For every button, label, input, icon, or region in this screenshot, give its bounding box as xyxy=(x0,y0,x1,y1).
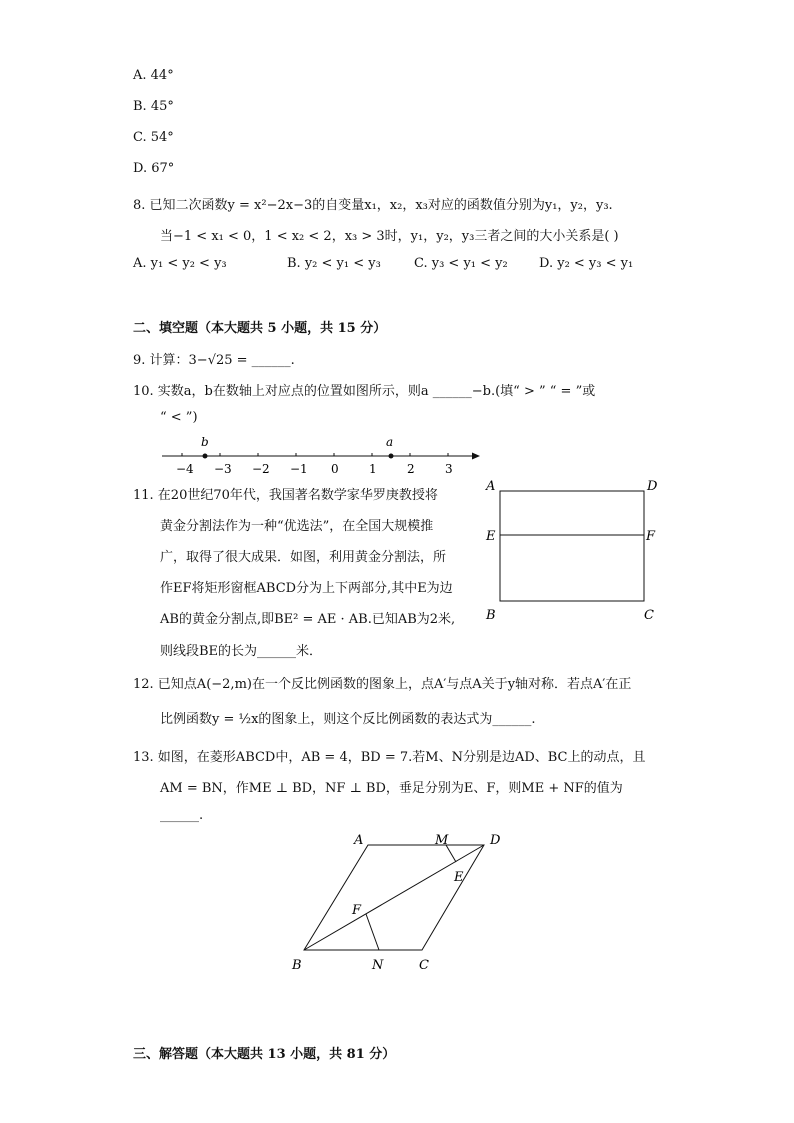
rectangle-abcd xyxy=(500,491,644,601)
label-d: D xyxy=(647,479,658,494)
q7-option-a: A. 44° xyxy=(133,68,174,83)
tick-label: −2 xyxy=(252,462,270,476)
label-a: A xyxy=(354,833,364,848)
tick-label: −4 xyxy=(176,462,194,476)
label-a: A xyxy=(486,479,496,494)
label-e: E xyxy=(486,529,496,544)
q7-option-b: B. 45° xyxy=(133,99,174,114)
number-line-figure xyxy=(150,430,490,480)
q12-stem-line1: 12. 已知点A(−2,m)在一个反比例函数的图象上，点A′与点A关于y轴对称．若点A′在正 xyxy=(133,677,632,692)
point-b-dot xyxy=(203,454,208,459)
point-b-label: b xyxy=(201,435,209,449)
q8-option-c: C. y₃ < y₁ < y₂ xyxy=(414,256,508,271)
q12-stem-line2: 比例函数y = ½x的图象上，则这个反比例函数的表达式为______. xyxy=(160,712,536,727)
label-b: B xyxy=(486,608,496,623)
q7-option-c: C. 54° xyxy=(133,130,174,145)
rhombus-figure xyxy=(280,826,520,976)
tick-label: 2 xyxy=(407,462,415,476)
label-n: N xyxy=(372,958,384,973)
q13-stem-line3: ______. xyxy=(160,808,204,823)
q8-option-a: A. y₁ < y₂ < y₃ xyxy=(133,256,227,271)
tick-label: 1 xyxy=(369,462,377,476)
q11-stem-line1: 11. 在20世纪70年代，我国著名数学家华罗庚教授将 xyxy=(133,488,438,503)
q10-stem-line1: 10. 实数a，b在数轴上对应点的位置如图所示，则a ______−b.(填“ > ” “ = ”或 xyxy=(133,384,596,399)
section2-title: 二、填空题（本大题共 5 小题，共 15 分） xyxy=(133,321,387,336)
q11-stem-line4: 作EF将矩形窗框ABCD分为上下两部分,其中E为边 xyxy=(160,581,453,596)
label-b: B xyxy=(292,958,302,973)
q7-option-d: D. 67° xyxy=(133,161,175,176)
q8-option-b: B. y₂ < y₁ < y₃ xyxy=(287,256,381,271)
diagonal-bd xyxy=(304,845,484,950)
label-c: C xyxy=(419,958,429,973)
label-d: D xyxy=(490,833,501,848)
q11-stem-line6: 则线段BE的长为______米． xyxy=(160,644,323,659)
q11-stem-line3: 广，取得了很大成果．如图，利用黄金分割法，所 xyxy=(160,550,447,565)
tick-label: −3 xyxy=(214,462,232,476)
number-line-arrow xyxy=(472,453,480,460)
segment-nf xyxy=(366,914,379,950)
q9-stem: 9. 计算：3−√25 = ______. xyxy=(133,353,295,368)
section3-title: 三、解答题（本大题共 13 小题，共 81 分） xyxy=(133,1047,396,1062)
label-m: M xyxy=(435,833,449,848)
q8-option-d: D. y₂ < y₃ < y₁ xyxy=(539,256,634,271)
q10-stem-line2: “ < ”) xyxy=(160,410,198,425)
label-f: F xyxy=(352,903,362,918)
q11-stem-line5: AB的黄金分割点,即BE² = AE · AB.已知AB为2米, xyxy=(160,612,456,627)
tick-label: 0 xyxy=(331,462,339,476)
label-c: C xyxy=(644,608,654,623)
q11-stem-line2: 黄金分割法作为一种“优选法”，在全国大规模推 xyxy=(160,519,434,534)
tick-label: −1 xyxy=(290,462,308,476)
point-a-dot xyxy=(389,454,394,459)
q8-stem-line2: 当−1 < x₁ < 0，1 < x₂ < 2，x₃ > 3时，y₁，y₂，y₃三者之间的大小关系是( ) xyxy=(160,229,619,244)
q8-stem-line1: 8. 已知二次函数y = x²−2x−3的自变量x₁，x₂，x₃对应的函数值分别为y₁，y₂，y₃. xyxy=(133,198,613,213)
label-f: F xyxy=(646,529,656,544)
label-e: E xyxy=(454,870,464,885)
point-a-label: a xyxy=(386,435,394,449)
rectangle-window-figure xyxy=(480,474,670,629)
q13-stem-line2: AM = BN，作ME ⊥ BD，NF ⊥ BD，垂足分别为E、F，则ME + NF的值为 xyxy=(160,781,623,796)
q13-stem-line1: 13. 如图，在菱形ABCD中，AB = 4，BD = 7.若M、N分别是边AD、BC上的动点，且 xyxy=(133,750,646,765)
tick-label: 3 xyxy=(445,462,453,476)
